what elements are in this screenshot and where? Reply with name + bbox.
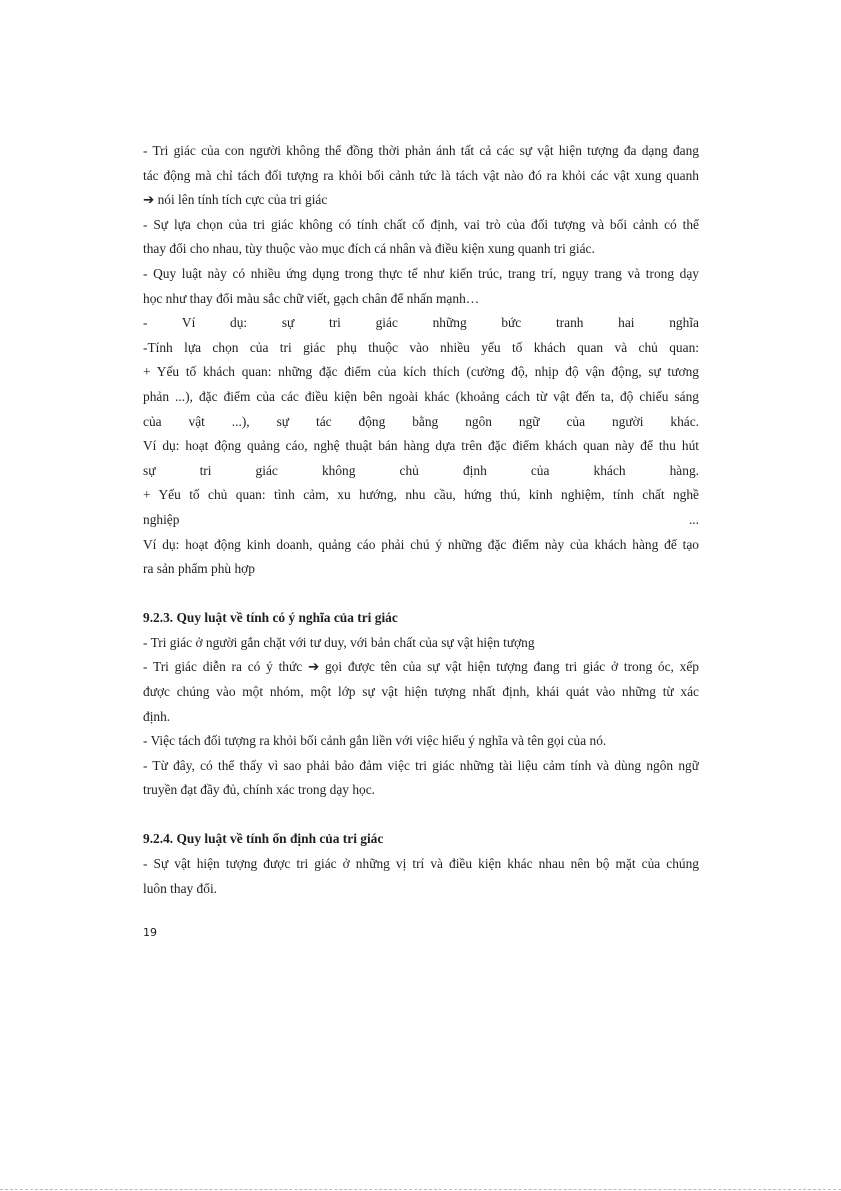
text-line: - Ví dụ: sự tri giác những bức tranh hai nghĩa bbox=[143, 315, 699, 331]
text-line: - Tri giác ở người gắn chặt với tư duy, với bản chất của sự vật hiện tượng bbox=[143, 634, 535, 650]
text-line: -Tính lựa chọn của tri giác phụ thuộc vào nhiều yếu tố khách quan và chủ quan: bbox=[143, 339, 699, 355]
text-line: phản ...), đặc điểm của các điều kiện bên ngoài khác (khoảng cách từ vật đến ta, độ chiếu sáng bbox=[143, 388, 699, 404]
text-line: - Tri giác của con người không thể đồng thời phản ánh tất cả các sự vật hiện tượng đa dạng đang bbox=[143, 143, 699, 158]
page-number: 19 bbox=[143, 926, 157, 939]
text-line: + Yếu tố khách quan: những đặc điểm của kích thích (cường độ, nhịp độ vận động, sự tương bbox=[143, 364, 699, 380]
text-line: - Việc tách đối tượng ra khỏi bối cảnh gắn liền với việc hiểu ý nghĩa và tên gọi của nó. bbox=[143, 733, 607, 749]
text-line: luôn thay đổi. bbox=[143, 880, 218, 896]
section-heading-923: 9.2.3. Quy luật về tính có ý nghĩa của tri giác bbox=[143, 610, 398, 626]
text-line: tác động mà chỉ tách đối tượng ra khỏi bối cảnh tức là tách vật nào đó ra khỏi các vật xung quanh bbox=[143, 167, 699, 183]
page-body bbox=[143, 139, 699, 901]
spacer bbox=[143, 803, 699, 828]
text-line: Ví dụ: hoạt động quảng cáo, nghệ thuật bán hàng dựa trên đặc điểm khách quan này để thu hút bbox=[143, 438, 699, 454]
text-line: - Từ đây, có thể thấy vì sao phải bảo đảm việc tri giác những tài liệu cảm tính và dùng ngôn ngữ bbox=[143, 757, 699, 773]
text-line: ➔ nói lên tính tích cực của tri giác bbox=[143, 192, 328, 208]
text-line: Ví dụ: hoạt động kinh doanh, quảng cáo phải chú ý những đặc điểm này của khách hàng để tạo bbox=[143, 536, 699, 552]
section-heading-924: 9.2.4. Quy luật về tính ổn định của tri giác bbox=[143, 831, 384, 847]
text-line: nghiệp ... bbox=[143, 511, 699, 527]
text-line: truyền đạt đầy đủ, chính xác trong dạy học. bbox=[143, 782, 376, 798]
text-line: sự tri giác không chủ định của khách hàng. bbox=[143, 462, 699, 478]
text-line: học như thay đổi màu sắc chữ viết, gạch chân để nhấn mạnh… bbox=[143, 290, 480, 306]
text-line: thay đổi cho nhau, tùy thuộc vào mục đích cá nhân và điều kiện xung quanh tri giác. bbox=[143, 241, 595, 257]
text-line: + Yếu tố chủ quan: tình cảm, xu hướng, nhu cầu, hứng thú, kinh nghiệm, tính chất nghề bbox=[143, 487, 699, 503]
text-line: của vật ...), sự tác động bằng ngôn ngữ của người khác. bbox=[143, 413, 699, 429]
spacer bbox=[143, 582, 699, 607]
text-line: - Tri giác diễn ra có ý thức ➔ gọi được tên của sự vật hiện tượng đang tri giác ở trong óc, xếp bbox=[143, 659, 699, 675]
text-line: được chúng vào một nhóm, một lớp sự vật hiện tượng nhất định, khái quát vào những từ xác bbox=[143, 683, 699, 699]
text-line: - Sự vật hiện tượng được tri giác ở những vị trí và điều kiện khác nhau nên bộ mặt của chúng bbox=[143, 856, 699, 872]
text-line: ra sản phẩm phù hợp bbox=[143, 561, 255, 577]
text-line: định. bbox=[143, 708, 171, 724]
text-line: - Quy luật này có nhiều ứng dụng trong thực tế như kiến trúc, trang trí, ngụy trang và trong dạy bbox=[143, 265, 699, 281]
text-line: - Sự lựa chọn của tri giác không có tính chất cố định, vai trò của đối tượng và bối cảnh có thể bbox=[143, 216, 699, 232]
